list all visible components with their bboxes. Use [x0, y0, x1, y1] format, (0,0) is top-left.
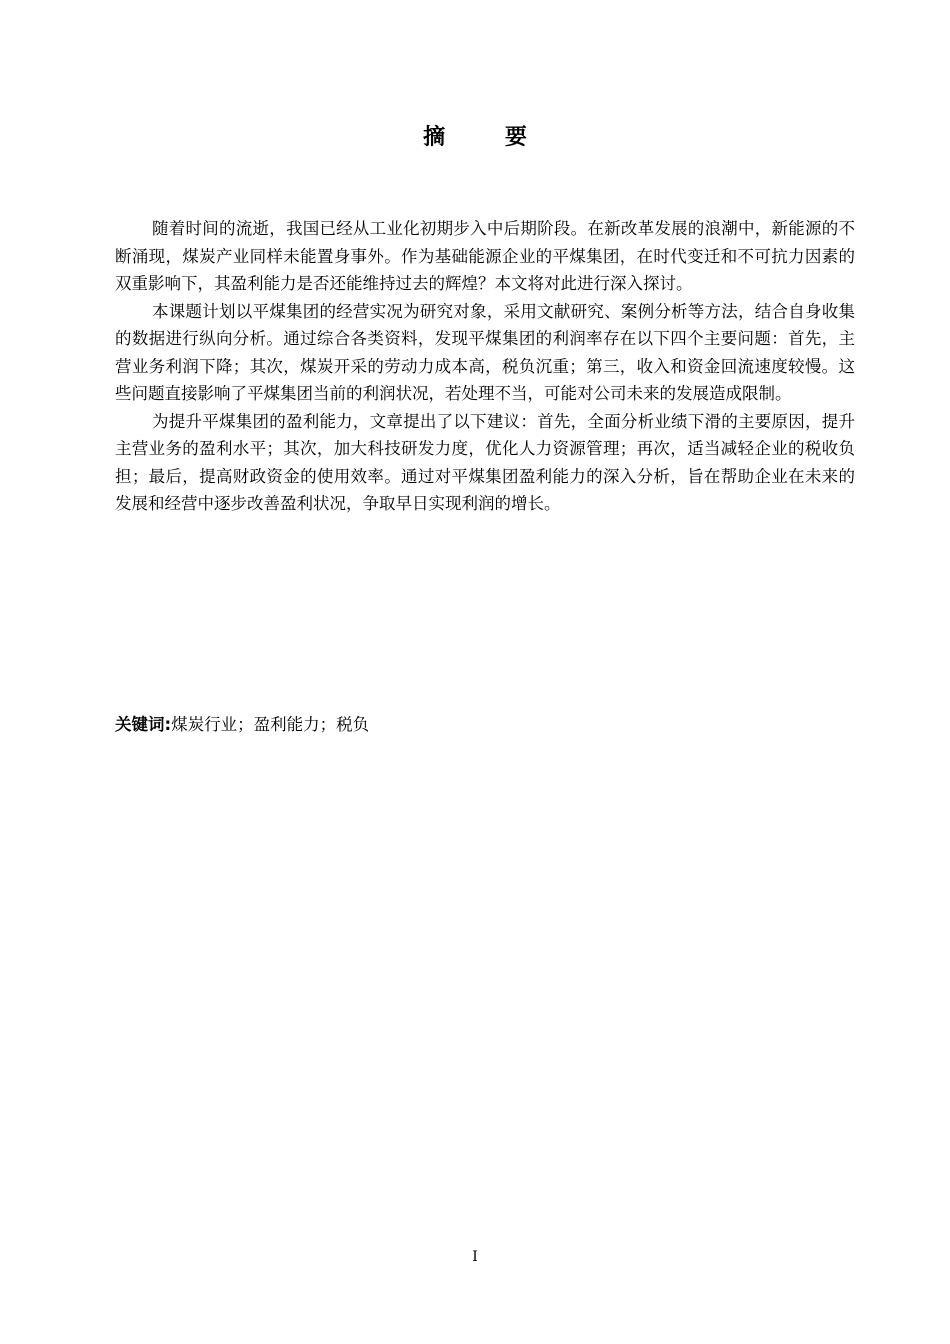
abstract-paragraph-3: 为提升平煤集团的盈利能力，文章提出了以下建议：首先，全面分析业绩下滑的主要原因，提升主营业务的盈利水平；其次，加大科技研发力度，优化人力资源管理；再次，适当减轻企业的税收负担；最后，提高财政资金的使用效率。通过对平煤集团盈利能力的深入分析，旨在帮助企业在未来的发展和经营中逐步改善盈利状况，争取早日实现利润的增长。 [115, 411, 855, 513]
abstract-title: 摘 要 [423, 125, 553, 150]
abstract-paragraph-1: 随着时间的流逝，我国已经从工业化初期步入中后期阶段。在新改革发展的浪潮中，新能源的不断涌现，煤炭产业同样未能置身事外。作为基础能源企业的平煤集团，在时代变迁和不可抗力因素的双重影响下，其盈利能力是否还能维持过去的辉煌？本文将对此进行深入探讨。 [115, 219, 855, 293]
keywords-label: 关键词: [115, 715, 172, 734]
abstract-body [115, 215, 855, 518]
keywords-line [115, 711, 369, 739]
keywords-value: 煤炭行业；盈利能力；税负 [171, 715, 370, 734]
abstract-paragraph-2: 本课题计划以平煤集团的经营实况为研究对象，采用文献研究、案例分析等方法，结合自身收集的数据进行纵向分析。通过综合各类资料，发现平煤集团的利润率存在以下四个主要问题：首先，主营业务利润下降；其次，煤炭开采的劳动力成本高，税负沉重；第三，收入和资金回流速度较慢。这些问题直接影响了平煤集团当前的利润状况，若处理不当，可能对公司未来的发展造成限制。 [115, 301, 855, 403]
page-number: I [472, 1249, 478, 1265]
